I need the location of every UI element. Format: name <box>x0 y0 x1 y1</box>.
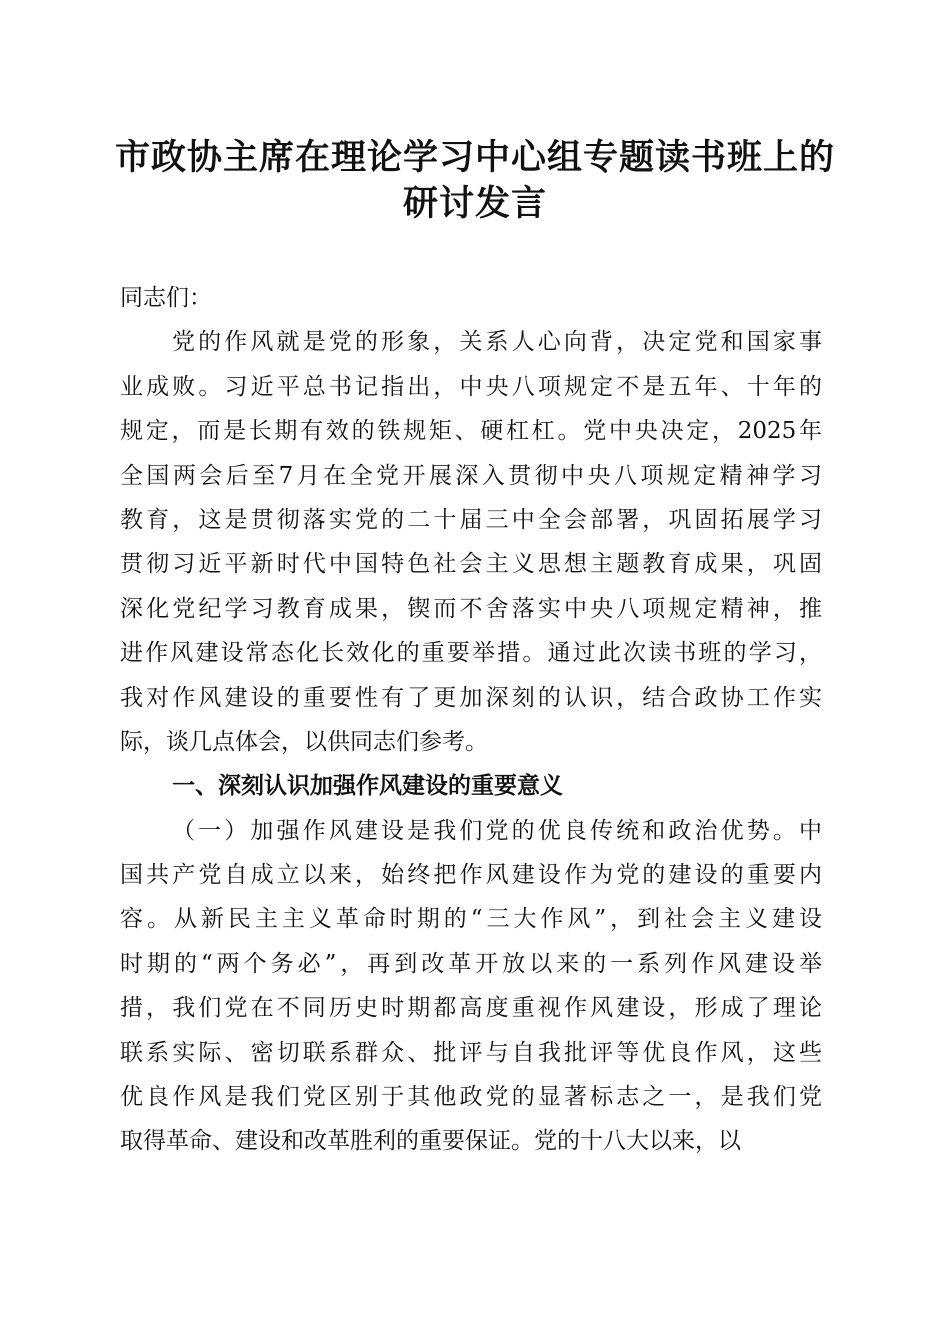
document-body <box>120 276 822 1164</box>
salutation: 同志们： <box>120 285 212 311</box>
title-line: 研讨发言 <box>402 183 547 224</box>
text-line: 深化党纪学习教育成果，锲而不舍落实中央八项规定精神，推 <box>120 595 822 622</box>
text-line: 党的作风就是党的形象，关系人心向背，决定党和国家事 <box>172 329 822 356</box>
paragraph-intro <box>120 320 822 764</box>
text-line: 联系实际、密切联系群众、批评与自我批评等优良作风，这些 <box>120 1039 822 1066</box>
paragraph-section-1-1 <box>120 809 822 1164</box>
text-line: 取得革命、建设和改革胜利的重要保证。党的十八大以来，以 <box>120 1128 741 1155</box>
document-title <box>110 135 840 227</box>
section-heading: 一、深刻认识加强作风建设的重要意义 <box>172 773 563 800</box>
text-line: 时期的“两个务必”，再到改革开放以来的一系列作风建设举 <box>120 950 822 977</box>
text-line: 国共产党自成立以来，始终把作风建设作为党的建设的重要内 <box>120 862 822 889</box>
text-line: 措，我们党在不同历史时期都高度重视作风建设，形成了理论 <box>120 995 822 1022</box>
text-line: 优良作风是我们党区别于其他政党的显著标志之一，是我们党 <box>120 1084 822 1111</box>
title-line: 市政协主席在理论学习中心组专题读书班上的 <box>114 137 835 178</box>
text-line: 际，谈几点体会，以供同志们参考。 <box>120 728 488 755</box>
text-line: 业成败。习近平总书记指出，中央八项规定不是五年、十年的 <box>120 373 822 400</box>
text-line: 教育，这是贯彻落实党的二十届三中全会部署，巩固拓展学习 <box>120 506 822 533</box>
text-line: 规定，而是长期有效的铁规矩、硬杠杠。党中央决定，2025年 <box>120 418 822 445</box>
text-line: （一）加强作风建设是我们党的优良传统和政治优势。中 <box>172 817 822 844</box>
text-line: 全国两会后至7月在全党开展深入贯彻中央八项规定精神学习 <box>120 462 822 489</box>
text-line: 进作风建设常态化长效化的重要举措。通过此次读书班的学习， <box>120 640 822 667</box>
text-line: 贯彻习近平新时代中国特色社会主义思想主题教育成果，巩固 <box>120 551 822 578</box>
text-line: 我对作风建设的重要性有了更加深刻的认识，结合政协工作实 <box>120 684 822 711</box>
text-line: 容。从新民主主义革命时期的“三大作风”，到社会主义建设 <box>120 906 822 933</box>
